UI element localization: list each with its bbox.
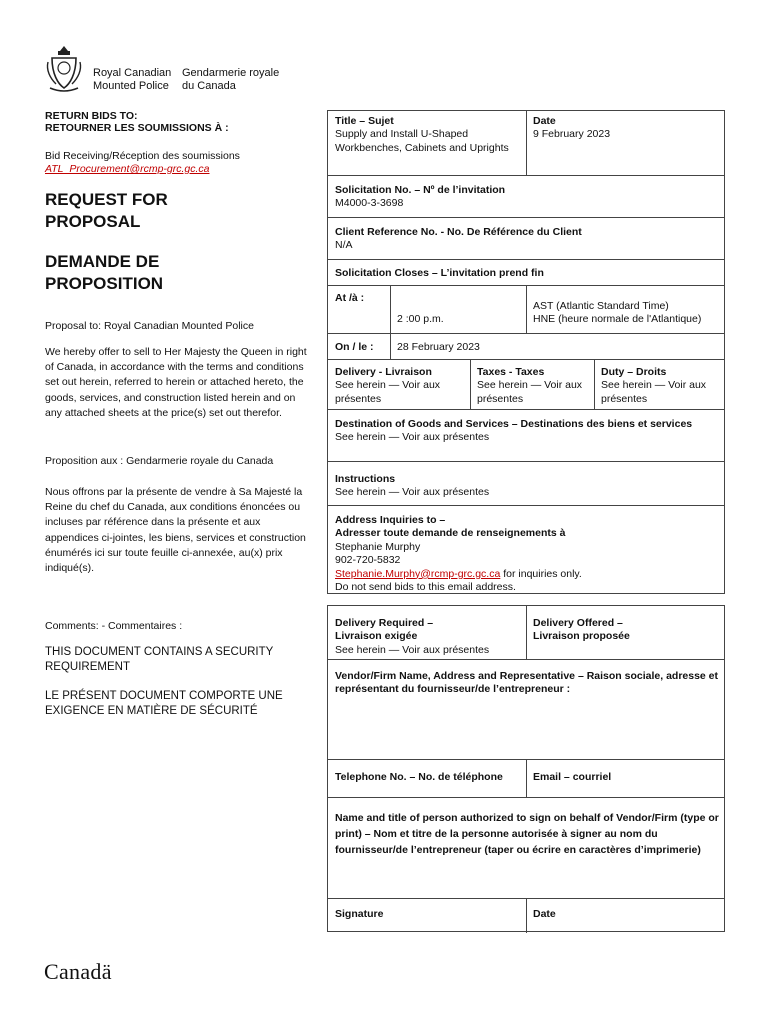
closing-time-value: 2 :00 p.m. — [397, 313, 444, 325]
rcmp-crest-logo — [44, 44, 84, 94]
on-label: On / le : — [335, 341, 374, 353]
timezone-field: AST (Atlantic Standard Time) HNE (heure normale de l'Atlantique) — [533, 300, 702, 326]
instructions-field: Instructions See herein — Voir aux présentes — [335, 473, 490, 499]
bid-receiving: Bid Receiving/Réception des soumissions — [45, 150, 240, 162]
security-notice-en: THIS DOCUMENT CONTAINS A SECURITY REQUIREMENT — [45, 646, 274, 673]
comments-label: Comments: - Commentaires : — [45, 620, 183, 632]
address-inquiries-field: Address Inquiries to – Adresser toute demande de renseignements à Stephanie Murphy 902-720-5832 Stephanie.Murphy@rcmp-grc.gc.ca for inquiries only. Do not send bids to this email address. — [328, 511, 726, 598]
bid-email-link[interactable]: ATL_Procurement@rcmp-grc.gc.ca — [45, 163, 210, 175]
title-field: Title – Sujet Supply and Install U-Shaped Workbenches, Cabinets and Uprights — [328, 112, 526, 158]
org-name-fr: Gendarmerie royale du Canada — [182, 67, 280, 92]
duty-field: Duty – Droits See herein — Voir aux présentes — [601, 366, 707, 405]
contact-name: Stephanie Murphy — [335, 540, 421, 553]
contact-email-link[interactable]: Stephanie.Murphy@rcmp-grc.gc.ca — [335, 567, 501, 580]
signature-field[interactable]: Signature — [335, 908, 384, 920]
closing-date-value: 28 February 2023 — [397, 341, 480, 353]
solicitation-closes-label: Solicitation Closes – L’invitation prend fin — [335, 267, 544, 279]
canada-wordmark-logo: Canadä — [44, 959, 112, 984]
delivery-required-field: Delivery Required – Livraison exigée See herein — Voir aux présentes — [335, 617, 490, 656]
date-value: 9 February 2023 — [533, 128, 611, 141]
destination-field: Destination of Goods and Services – Destinations des biens et services See herein — Voir aux présentes — [335, 418, 693, 444]
signature-date-field[interactable]: Date — [533, 908, 556, 920]
email-field[interactable]: Email – courriel — [533, 771, 612, 783]
offer-text-en: We hereby offer to sell to Her Majesty the Queen in right of Canada, in accordance with the terms and conditions set out herein, referred to herein or attached hereto, the goods, services, and construction listed herein and on any attached sheets at the price(s) set out therefor. — [45, 346, 307, 419]
proposition-aux: Proposition aux : Gendarmerie royale du Canada — [45, 455, 274, 467]
contact-note: Do not send bids to this email address. — [335, 581, 516, 594]
telephone-field[interactable]: Telephone No. – No. de téléphone — [335, 771, 503, 783]
date-field: Date 9 February 2023 — [526, 112, 726, 145]
vendor-name-field[interactable]: Vendor/Firm Name, Address and Representative – Raison sociale, adresse et représentant du fournisseur/de l’entrepreneur : — [335, 670, 719, 696]
org-name-en: Royal Canadian Mounted Police — [93, 67, 172, 92]
taxes-field: Taxes - Taxes See herein — Voir aux présentes — [477, 366, 583, 405]
return-bids-en: RETURN BIDS TO: — [45, 110, 138, 122]
security-notice-fr: LE PRÉSENT DOCUMENT COMPORTE UNE EXIGENCE EN MATIÈRE DE SÉCURITÉ — [45, 690, 283, 717]
at-label: At /à : — [335, 292, 365, 304]
delivery-offered-field[interactable]: Delivery Offered – Livraison proposée — [533, 617, 630, 643]
client-reference-field: Client Reference No. - No. De Référence du Client N/A — [328, 223, 726, 256]
rfp-title-en: REQUEST FOR PROPOSAL — [45, 190, 168, 232]
delivery-field: Delivery - Livraison See herein — Voir aux présentes — [335, 366, 441, 405]
vendor-info-box — [327, 605, 725, 932]
contact-phone: 902-720-5832 — [335, 554, 401, 567]
title-value: Supply and Install U-Shaped Workbenches, Cabinets and Uprights — [335, 128, 509, 154]
solicitation-number-value: M4000-3-3698 — [335, 197, 404, 210]
proposal-to: Proposal to: Royal Canadian Mounted Police — [45, 320, 254, 332]
solicitation-number-field: Solicitation No. – Nº de l’invitation M4000-3-3698 — [328, 181, 726, 214]
rfp-title-fr: DEMANDE DE PROPOSITION — [45, 252, 164, 294]
return-bids-fr: RETOURNER LES SOUMISSIONS À : — [45, 122, 229, 134]
offer-text-fr: Nous offrons par la présente de vendre à Sa Majesté la Reine du chef du Canada, aux conditions énoncées ou incluses par référence dans la présente et aux appendices ci-jointes, les biens, services et construction énumérés ici sur toute feuille ci-annexée, au(x) prix indiqué(s). — [45, 486, 306, 575]
solicitation-info-box — [327, 110, 725, 594]
authorized-person-field[interactable]: Name and title of person authorized to sign on behalf of Vendor/Firm (type or print) – Nom et titre de la personne autorisée à signer au nom du fournisseur/de l’entrepreneur (taper ou écrire en caractères d’imprimerie) — [335, 812, 719, 856]
client-reference-value: N/A — [335, 239, 353, 252]
